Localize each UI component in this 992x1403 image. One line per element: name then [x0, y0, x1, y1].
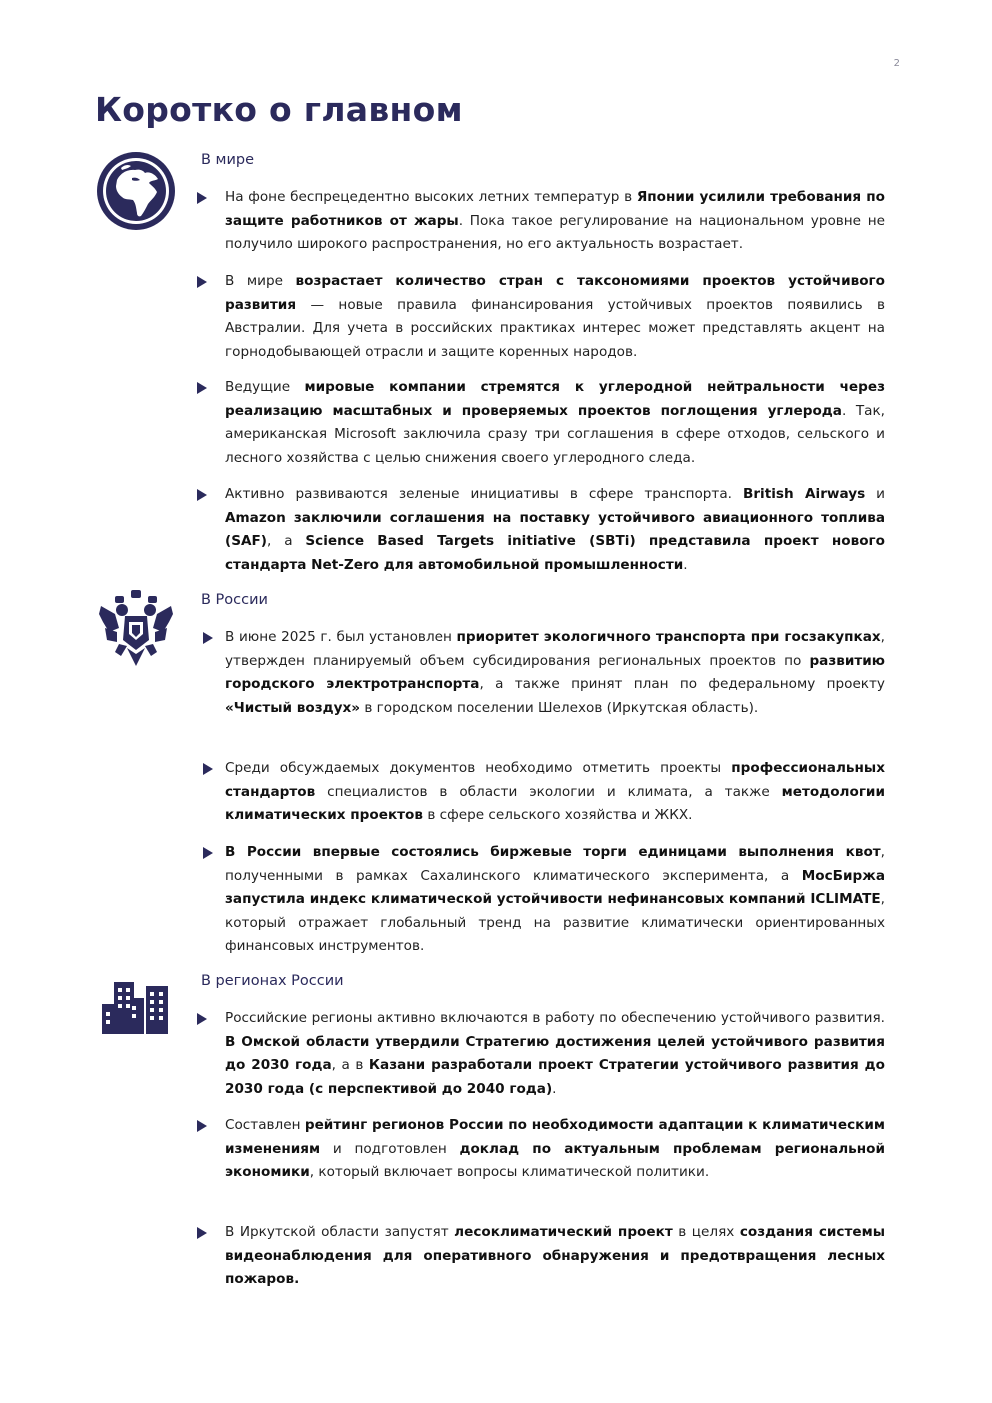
globe-icon [95, 150, 177, 232]
emphasized-text: В России впервые состоялись биржевые торги единицами выполнения квот [225, 844, 881, 860]
emphasized-text: В Омской области утвердили Стратегию достижения целей устойчивого развития до 2030 года [225, 1033, 885, 1073]
text-run: . [552, 1080, 557, 1097]
bullet-arrow-icon [197, 1013, 207, 1025]
text-run: — новые правила финансирования устойчивых проектов появились в Австралии. Для учета в российских практиках интерес может представлять акцент на горнодобывающей отрасли и защите коренных народов. [225, 296, 885, 360]
bullet-arrow-icon [203, 763, 213, 775]
bullet-text [225, 841, 885, 959]
text-run: Российские регионы активно включаются в работу по обеспечению устойчивого развития. [225, 1010, 885, 1026]
text-run: , а [267, 533, 306, 549]
text-run: На фоне беспрецедентно высоких летних температур в [225, 189, 637, 205]
text-run: специалистов в области экологии и климата, а также [315, 783, 782, 800]
text-run: , утвержден планируемый объем субсидирования региональных проектов по [225, 629, 885, 669]
emphasized-text: возрастает количество стран с таксономиями проектов устойчивого развития [225, 273, 885, 313]
section-heading-world: В мире [201, 152, 255, 168]
bullet-arrow-icon [203, 847, 213, 859]
text-run: Составлен [225, 1117, 305, 1133]
text-run: Среди обсуждаемых документов необходимо отметить проекты [225, 760, 732, 776]
bullet-arrow-icon [197, 192, 207, 204]
bullet-text [225, 1114, 885, 1185]
emphasized-text: Amazon заключили соглашения на поставку устойчивого авиационного топлива (SAF) [225, 509, 885, 549]
text-run: . Так, американская Microsoft заключила сразу три соглашения в сфере отходов, сельского и лесного хозяйства с целью снижения своего углеродного следа. [225, 402, 885, 466]
bullet-text [225, 186, 885, 257]
coat-of-arms-icon [97, 588, 175, 668]
text-run: и [865, 486, 885, 502]
emphasized-text: лесоклиматический проект [454, 1224, 673, 1240]
bullet-arrow-icon [197, 489, 207, 501]
emphasized-text: «Чистый воздух» [225, 699, 361, 716]
text-run: и подготовлен [320, 1140, 460, 1157]
text-run: в целях [672, 1224, 740, 1240]
section-heading-russia: В России [201, 592, 268, 608]
emphasized-text: создания системы видеонаблюдения для оперативного обнаружения и предотвращения лесных пожаров. [225, 1224, 885, 1287]
bullet-text [225, 483, 885, 577]
emphasized-text: Японии усилили требования по защите работников от жары [225, 189, 885, 229]
text-run: В мире [225, 273, 296, 289]
text-run: , а в [331, 1057, 369, 1073]
bullet-text [225, 376, 885, 470]
bullet-text [225, 1221, 885, 1292]
emphasized-text: British Airways [742, 486, 866, 502]
emphasized-text: доклад по актуальным проблемам региональной экономики [225, 1140, 886, 1180]
bullet-text [225, 626, 885, 720]
emphasized-text: мировые компании стремятся к углеродной нейтральности через реализацию масштабных и проверяемых проектов поглощения углерода [225, 379, 885, 419]
text-run: , а также принят план по федеральному проекту [479, 676, 885, 692]
emphasized-text: рейтинг регионов России по необходимости адаптации к климатическим изменениям [225, 1117, 885, 1157]
emphasized-text: профессиональных стандартов [225, 760, 885, 800]
emphasized-text: Science Based Targets initiative (SBTi) представила проект нового стандарта Net-Zero для автомобильной промышленности [225, 533, 885, 573]
bullet-text [225, 757, 885, 828]
bullet-arrow-icon [203, 632, 213, 644]
text-run: Активно развиваются зеленые инициативы в сфере транспорта. [225, 486, 743, 502]
page-number: 2 [893, 58, 900, 69]
page-title: Коротко о главном [95, 90, 463, 129]
text-run: В июне 2025 г. был установлен [225, 629, 457, 645]
emphasized-text: методологии климатических проектов [225, 783, 885, 823]
emphasized-text: Казани разработали проект Стратегии устойчивого развития до 2030 года (с перспективой до 2040 года) [225, 1057, 885, 1097]
bullet-arrow-icon [197, 1120, 207, 1132]
emphasized-text: МосБиржа запустила индекс климатической устойчивости нефинансовых компаний ICLIMATE [225, 867, 885, 907]
text-run: , который отражает глобальный тренд на развитие климатически ориентированных финансовых инструментов. [225, 891, 885, 954]
text-run: , полученными в рамках Сахалинского климатического эксперимента, а [225, 844, 885, 884]
bullet-arrow-icon [197, 276, 207, 288]
text-run: в городском поселении Шелехов (Иркутская область). [360, 699, 759, 716]
text-run: в сфере сельского хозяйства и ЖКХ. [423, 807, 693, 823]
text-run: В Иркутской области запустят [225, 1224, 455, 1240]
emphasized-text: развитию городского электротранспорта [225, 652, 885, 692]
city-buildings-icon [102, 982, 170, 1034]
text-run: Ведущие [225, 379, 305, 395]
bullet-arrow-icon [197, 382, 207, 394]
bullet-text [225, 1007, 885, 1101]
emphasized-text: приоритет экологичного транспорта при госзакупках [456, 629, 881, 645]
bullet-arrow-icon [197, 1227, 207, 1239]
text-run: . [683, 556, 688, 573]
section-heading-regions: В регионах России [201, 973, 344, 989]
bullet-text [225, 270, 885, 364]
text-run: , который включает вопросы климатической политики. [309, 1164, 710, 1180]
text-run: . Пока такое регулирование на национальном уровне не получило широкого распространения, но его актуальность возрастает. [225, 212, 885, 252]
